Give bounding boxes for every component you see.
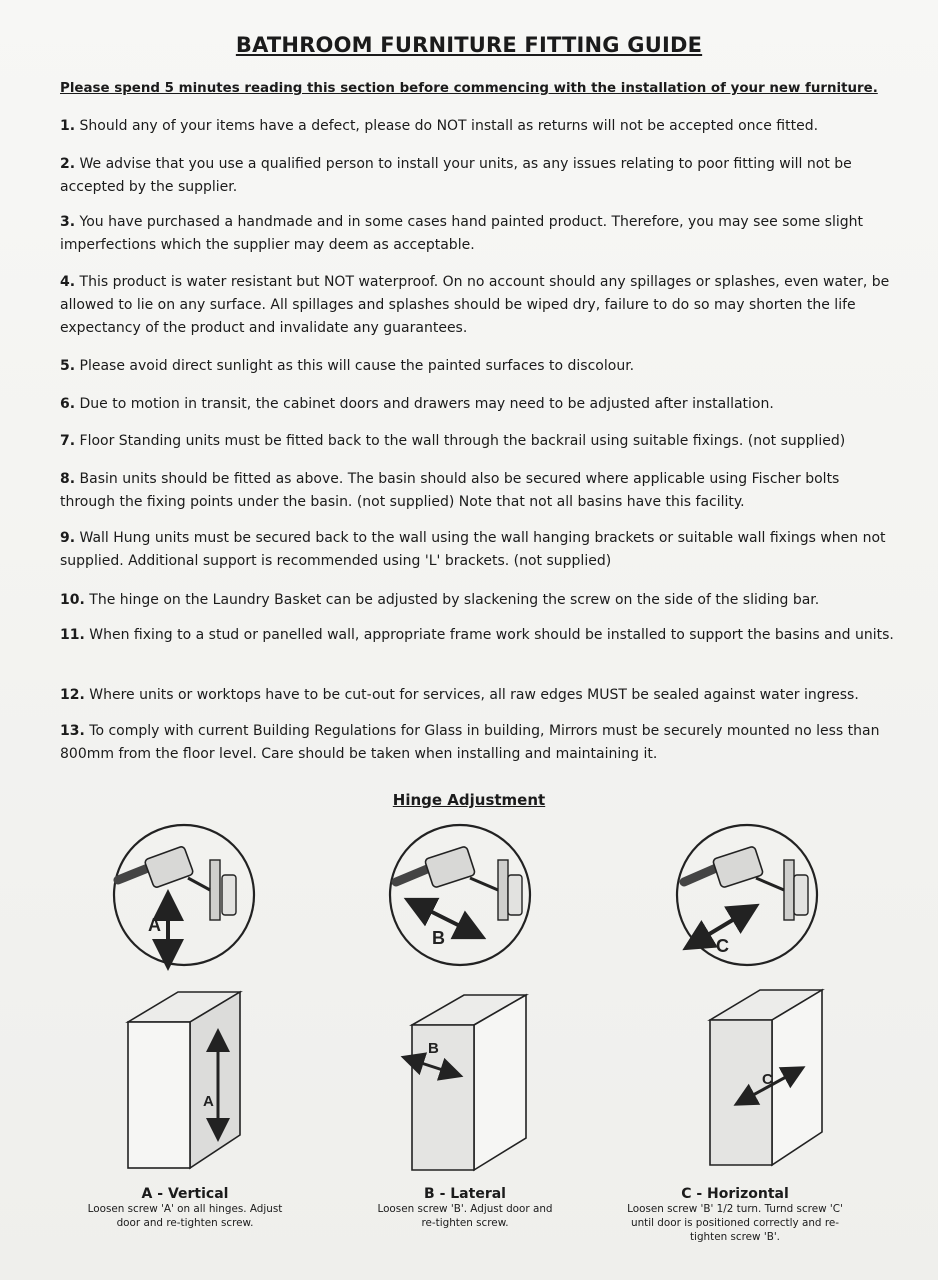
cabinet-c <box>710 990 822 1165</box>
item-number: 13. <box>60 723 85 739</box>
instruction-item-3 <box>60 211 895 257</box>
instruction-item-12 <box>60 684 895 707</box>
item-number: 2. <box>60 156 76 172</box>
instruction-item-2 <box>60 153 895 199</box>
item-number: 4. <box>60 274 76 290</box>
instruction-item-8 <box>60 468 895 514</box>
hinge-detail-a <box>114 825 254 965</box>
item-number: 1. <box>60 118 76 134</box>
intro-notice: Please spend 5 minutes reading this section before commencing with the installation of your new furniture. <box>60 81 878 96</box>
page-title: BATHROOM FURNITURE FITTING GUIDE <box>235 33 703 57</box>
cabinet-a <box>128 992 240 1168</box>
label-b: B <box>432 928 445 948</box>
instruction-item-5 <box>60 355 895 378</box>
instruction-item-10 <box>60 589 895 612</box>
caption-text: Loosen screw 'A' on all hinges. Adjust door and re-tighten screw. <box>87 1203 283 1229</box>
item-number: 10. <box>60 592 85 608</box>
item-number: 9. <box>60 530 76 546</box>
instruction-item-6 <box>60 393 895 416</box>
item-text: Floor Standing units must be fitted back to the wall through the backrail using suitable fixings. (not supplied) <box>79 433 846 449</box>
hinge-adjustment-heading: Hinge Adjustment <box>392 791 546 809</box>
hinge-diagrams <box>0 820 938 1180</box>
cabinet-label-c: C <box>762 1071 773 1088</box>
caption-vertical <box>80 1186 290 1230</box>
item-number: 7. <box>60 433 76 449</box>
item-text: To comply with current Building Regulations for Glass in building, Mirrors must be securely mounted no less than 800mm from the floor level. Care should be taken when installing and maintaining it. <box>60 723 880 762</box>
hinge-detail-c <box>677 825 817 965</box>
item-text: Please avoid direct sunlight as this will cause the painted surfaces to discolour. <box>79 358 635 374</box>
caption-title: A - Vertical <box>141 1186 229 1202</box>
item-number: 5. <box>60 358 76 374</box>
item-text: You have purchased a handmade and in some cases hand painted product. Therefore, you may see some slight imperfections which the supplier may deem as acceptable. <box>60 214 864 253</box>
item-number: 11. <box>60 627 85 643</box>
item-text: When fixing to a stud or panelled wall, appropriate frame work should be installed to support the basins and units. <box>89 627 894 643</box>
instruction-item-4 <box>60 271 895 340</box>
item-number: 12. <box>60 687 85 703</box>
caption-text: Loosen screw 'B'. Adjust door and re-tighten screw. <box>377 1203 553 1229</box>
instruction-item-7 <box>60 430 895 453</box>
instruction-item-13 <box>60 720 895 766</box>
item-text: Where units or worktops have to be cut-out for services, all raw edges MUST be sealed against water ingress. <box>89 687 859 703</box>
label-c: C <box>716 936 729 956</box>
instruction-item-11 <box>60 624 895 647</box>
item-text: Wall Hung units must be secured back to the wall using the wall hanging brackets or suitable wall fixings when not supplied. Additional support is recommended using 'L' brackets. (not supplied) <box>60 530 886 569</box>
item-text: The hinge on the Laundry Basket can be adjusted by slackening the screw on the side of the sliding bar. <box>89 592 820 608</box>
caption-text: Loosen screw 'B' 1/2 turn. Turnd screw 'C' until door is positioned correctly and re-tighten screw 'B'. <box>627 1203 843 1243</box>
item-number: 6. <box>60 396 76 412</box>
caption-lateral <box>370 1186 560 1230</box>
cabinet-b <box>412 995 526 1170</box>
caption-title: B - Lateral <box>424 1186 506 1202</box>
item-number: 3. <box>60 214 76 230</box>
instruction-item-1 <box>60 115 895 138</box>
caption-horizontal <box>625 1186 845 1244</box>
cabinet-label-a: A <box>203 1093 214 1110</box>
cabinet-label-b: B <box>428 1040 439 1057</box>
item-text: We advise that you use a qualified person to install your units, as any issues relating to poor fitting will not be accepted by the supplier. <box>60 156 852 195</box>
item-text: Basin units should be fitted as above. The basin should also be secured where applicable using Fischer bolts through the fixing points under the basin. (not supplied) Note that not all basins have this facility. <box>60 471 840 510</box>
label-a: A <box>148 915 161 935</box>
item-number: 8. <box>60 471 76 487</box>
instruction-item-9 <box>60 527 895 573</box>
hinge-detail-b <box>390 825 530 965</box>
caption-title: C - Horizontal <box>681 1186 789 1202</box>
item-text: Due to motion in transit, the cabinet doors and drawers may need to be adjusted after installation. <box>79 396 774 412</box>
item-text: This product is water resistant but NOT waterproof. On no account should any spillages or splashes, even water, be allowed to lie on any surface. All spillages and splashes should be wiped dry, failure to do so may shorten the life expectancy of the product and invalidate any guarantees. <box>60 274 890 336</box>
item-text: Should any of your items have a defect, please do NOT install as returns will not be accepted once fitted. <box>79 118 819 134</box>
